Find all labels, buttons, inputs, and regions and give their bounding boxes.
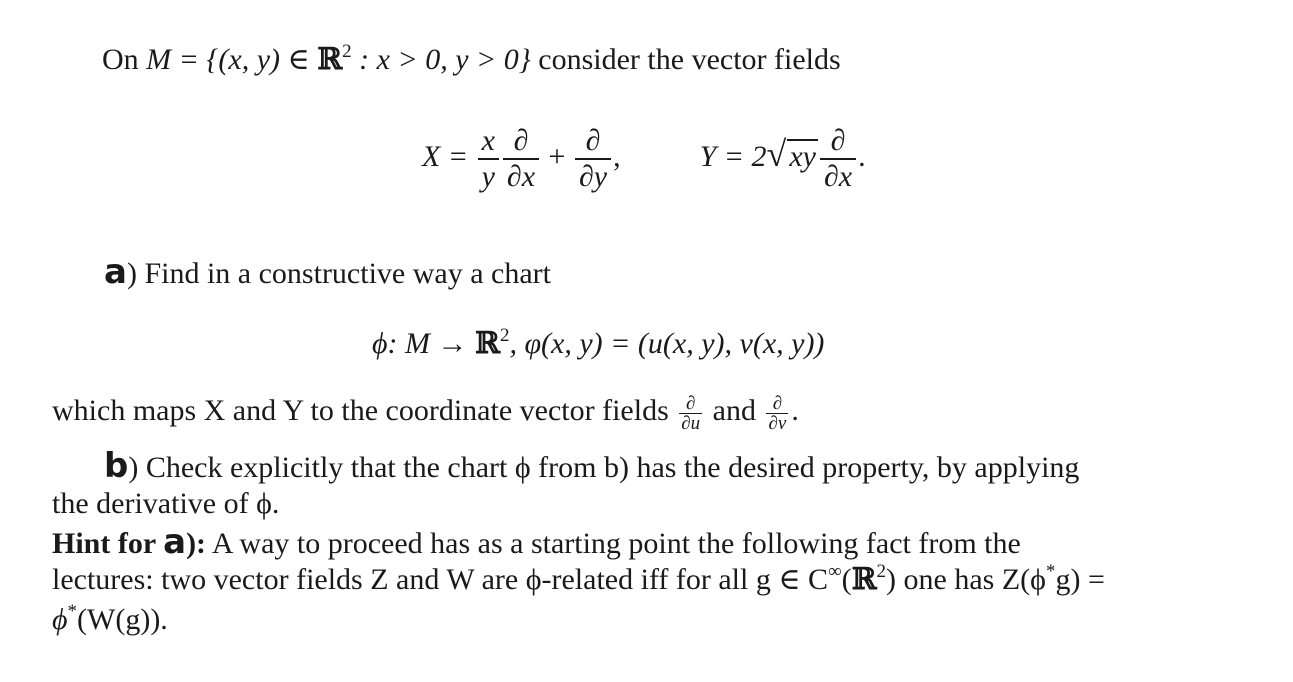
fraction-numerator: x: [481, 124, 495, 158]
comma: ,: [613, 140, 621, 173]
x-over-y-fraction: [478, 124, 499, 194]
radical-sign: √: [766, 134, 787, 174]
reals-symbol: ℝ: [317, 42, 343, 77]
partial-symbol: ∂: [772, 392, 783, 414]
partial-symbol: ∂: [830, 124, 846, 158]
hint-line-1: [52, 524, 1021, 562]
partial-x: ∂x: [820, 158, 856, 194]
star-sup: *: [67, 601, 78, 622]
partial-x-fraction: [503, 124, 539, 194]
part-b-text: ) Check explicitly that the chart ϕ from b) has the desired property, by applying: [128, 451, 1080, 484]
infinity-sup: ∞: [828, 561, 842, 582]
partial-v: ∂v: [768, 412, 787, 434]
hint-line2c: ) one has Z(ϕ: [886, 563, 1046, 596]
partial-u-fraction: [679, 394, 702, 433]
partial-symbol: ∂: [686, 392, 696, 414]
chart-rest: , φ(x, y) = (u(x, y), v(x, y)): [509, 327, 825, 360]
hint-label: Hint for: [52, 527, 164, 560]
partial-symbol: ∂: [513, 124, 529, 158]
hint-line-2: [52, 562, 1105, 598]
exponent: 2: [876, 561, 887, 582]
exponent: 2: [342, 41, 352, 62]
part-b-continuation: [52, 486, 279, 522]
part-b-marker: b: [104, 446, 129, 486]
reals-symbol: ℝ: [851, 562, 877, 597]
hint-label-suffix: ):: [186, 527, 207, 560]
set-definition: M = {(x, y) ∈: [146, 43, 318, 76]
vector-fields-equation: [422, 120, 866, 194]
intro-rest: consider the vector fields: [530, 43, 841, 76]
manifold-definition: [102, 42, 841, 78]
maps-end: .: [791, 394, 799, 427]
plus-sign: +: [548, 140, 566, 173]
partial-x: ∂x: [503, 158, 539, 194]
y-field-lhs: Y = 2: [699, 140, 767, 173]
hint-line-3: [52, 602, 168, 638]
hint-line2: lectures: two vector fields Z and W are ϕ-related iff for all g ∈ C: [52, 563, 829, 596]
partial-x-fraction-y: [820, 124, 856, 194]
part-b-line: [104, 448, 1079, 486]
period: .: [858, 140, 866, 173]
exponent: 2: [499, 325, 510, 346]
part-a-line: [104, 254, 551, 292]
chart-equation: [372, 326, 824, 362]
on-word: On: [102, 43, 139, 76]
partial-symbol: ∂: [585, 124, 601, 158]
hint-line3-phi: ϕ: [52, 603, 68, 636]
partial-v-fraction: [766, 394, 788, 433]
and-word: and: [705, 394, 764, 427]
reals-symbol: ℝ: [475, 326, 500, 361]
hint-text: A way to proceed has as a starting point the following fact from the: [206, 527, 1021, 560]
part-a-text: ) Find in a constructive way a chart: [126, 257, 551, 290]
set-condition: : x > 0, y > 0}: [351, 43, 531, 76]
x-field-lhs: X =: [422, 140, 469, 173]
partial-u: ∂u: [681, 412, 701, 434]
hint-line2b: (: [841, 563, 852, 596]
hint-marker: a: [163, 522, 187, 562]
partial-y: ∂y: [575, 158, 611, 194]
maps-text: which maps X and Y to the coordinate vector fields: [52, 394, 677, 427]
part-a-marker: a: [104, 252, 127, 292]
maps-line: [52, 393, 799, 433]
radicand: xy: [789, 140, 816, 173]
hint-line3b: (W(g)).: [77, 603, 168, 636]
chart-phi: ϕ: M →: [372, 327, 476, 360]
part-b-cont-text: the derivative of ϕ.: [52, 487, 280, 520]
partial-y-fraction: [575, 124, 611, 194]
star-sup: *: [1045, 561, 1056, 582]
fraction-denominator: y: [478, 158, 499, 194]
hint-line2d: g) =: [1055, 563, 1105, 596]
